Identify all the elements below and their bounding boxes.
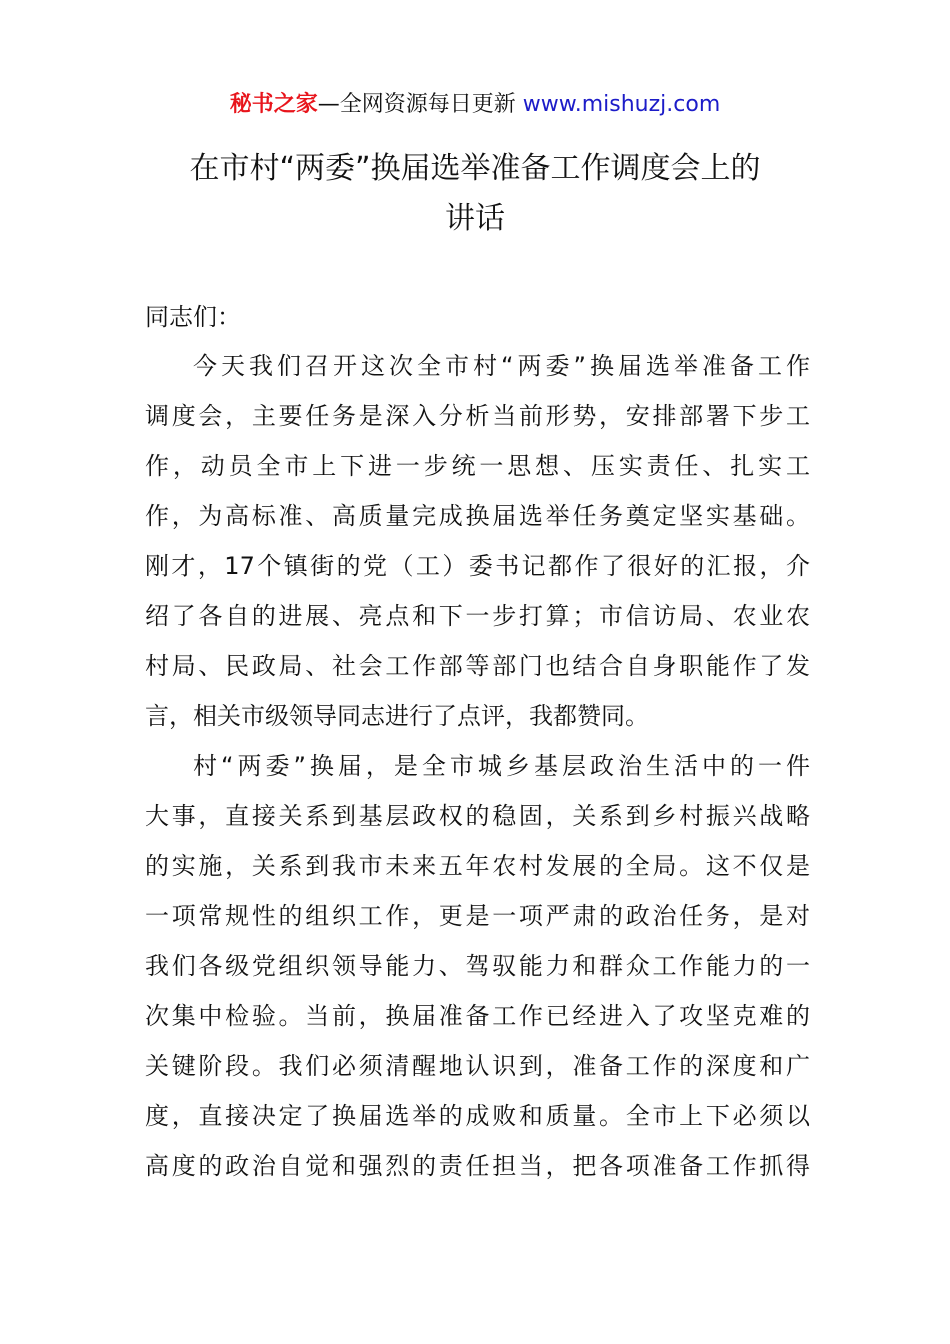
document-title-line-1: 在市村“两委”换届选举准备工作调度会上的 <box>189 151 761 186</box>
paragraph-line: 次集中检验。当前，换届准备工作已经进入了攻坚克难的 <box>145 1002 810 1030</box>
document-title-line-2: 讲话 <box>445 201 505 236</box>
paragraph-line: 一项常规性的组织工作，更是一项严肃的政治任务，是对 <box>145 902 810 930</box>
paragraph-line: 关键阶段。我们必须清醒地认识到，准备工作的深度和广 <box>145 1052 810 1080</box>
paragraph-line: 刚才，17个镇街的党（工）委书记都作了很好的汇报，介 <box>145 552 810 580</box>
paragraph-line: 作，动员全市上下进一步统一思想、压实责任、扎实工 <box>145 452 810 480</box>
site-url-link[interactable]: www.mishuzj.com <box>522 92 721 117</box>
paragraph-line: 我们各级党组织领导能力、驾驭能力和群众工作能力的一 <box>145 952 810 980</box>
paragraph-line: 村局、民政局、社会工作部等部门也结合自身职能作了发 <box>145 652 810 680</box>
paragraph-line: 今天我们召开这次全市村“两委”换届选举准备工作 <box>193 352 810 380</box>
paragraph-line: 作，为高标准、高质量完成换届选举任务奠定坚实基础。 <box>145 502 810 530</box>
paragraph-line: 村“两委”换届，是全市城乡基层政治生活中的一件 <box>193 752 810 780</box>
paragraph-line: 言，相关市级领导同志进行了点评，我都赞同。 <box>145 702 649 730</box>
paragraph-line: 绍了各自的进展、亮点和下一步打算；市信访局、农业农 <box>145 602 810 630</box>
paragraph-line: 高度的政治自觉和强烈的责任担当，把各项准备工作抓得 <box>145 1152 810 1180</box>
brand-name: 秘书之家 <box>229 92 318 117</box>
slogan: —全网资源每日更新 <box>317 92 516 117</box>
paragraph-line: 大事，直接关系到基层政权的稳固，关系到乡村振兴战略 <box>145 802 810 830</box>
paragraph-line: 调度会，主要任务是深入分析当前形势，安排部署下步工 <box>145 402 810 430</box>
paragraph-line: 的实施，关系到我市未来五年农村发展的全局。这不仅是 <box>145 852 810 880</box>
salutation: 同志们： <box>145 303 241 331</box>
paragraph-line: 度，直接决定了换届选举的成败和质量。全市上下必须以 <box>145 1102 810 1130</box>
site-header <box>0 88 950 122</box>
